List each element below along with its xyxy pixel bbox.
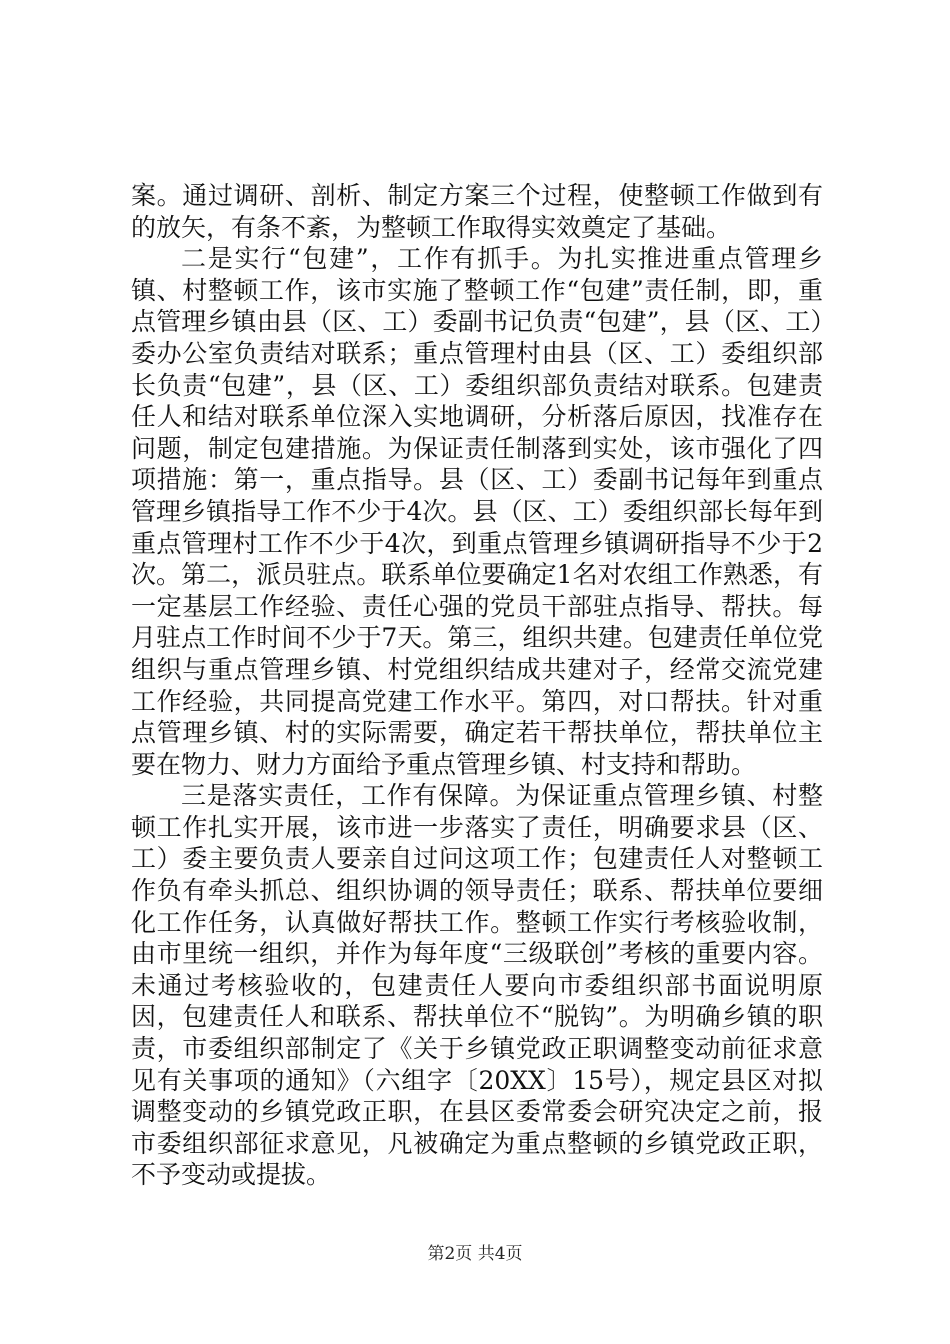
page-footer: 第2页 共4页 [427, 1244, 523, 1264]
paragraph-responsibility: 三是落实责任，工作有保障。为保证重点管理乡镇、村整顿工作扎实开展，该市进一步落实了责任，明确要求县（区、工）委主要负责人要亲自过问这项工作；包建责任人对整顿工作负有牵头抓总、组织协调的领导责任；联系、帮扶单位要细化工作任务，认真做好帮扶工作。整顿工作实行考核验收制，由市里统一组织，并作为每年度“三级联创”考核的重要内容。未通过考核验收的，包建责任人要向市委组织部书面说明原因，包建责任人和联系、帮扶单位不“脱钩”。为明确乡镇的职责，市委组织部制定了《关于乡镇党政正职调整变动前征求意见有关事项的通知》（六组字〔20XX〕15号），规定县区对拟调整变动的乡镇党政正职，在县区委常委会研究决定之前，报市委组织部征求意见，凡被确定为重点整顿的乡镇党政正职，不予变动或提拔。 [131, 781, 823, 1190]
paragraph-baojian: 二是实行“包建”，工作有抓手。为扎实推进重点管理乡镇、村整顿工作，该市实施了整顿工作“包建”责任制，即，重点管理乡镇由县（区、工）委副书记负责“包建”，县（区、工）委办公室负责结对联系；重点管理村由县（区、工）委组织部长负责“包建”，县（区、工）委组织部负责结对联系。包建责任人和结对联系单位深入实地调研，分析落后原因，找准存在问题，制定包建措施。为保证责任制落到实处，该市强化了四项措施：第一，重点指导。县（区、工）委副书记每年到重点管理乡镇指导工作不少于4次。县（区、工）委组织部长每年到重点管理村工作不少于4次，到重点管理乡镇调研指导不少于2次。第二，派员驻点。联系单位要确定1名对农组工作熟悉，有一定基层工作经验、责任心强的党员干部驻点指导、帮扶。每月驻点工作时间不少于7天。第三，组织共建。包建责任单位党组织与重点管理乡镇、村党组织结成共建对子，经常交流党建工作经验，共同提高党建工作水平。第四，对口帮扶。针对重点管理乡镇、村的实际需要，确定若干帮扶单位，帮扶单位主要在物力、财力方面给予重点管理乡镇、村支持和帮助。 [131, 244, 823, 779]
paragraph-continuation: 案。通过调研、剖析、制定方案三个过程，使整顿工作做到有的放矢，有条不紊，为整顿工作取得实效奠定了基础。 [131, 181, 823, 242]
document-body [131, 180, 823, 1191]
